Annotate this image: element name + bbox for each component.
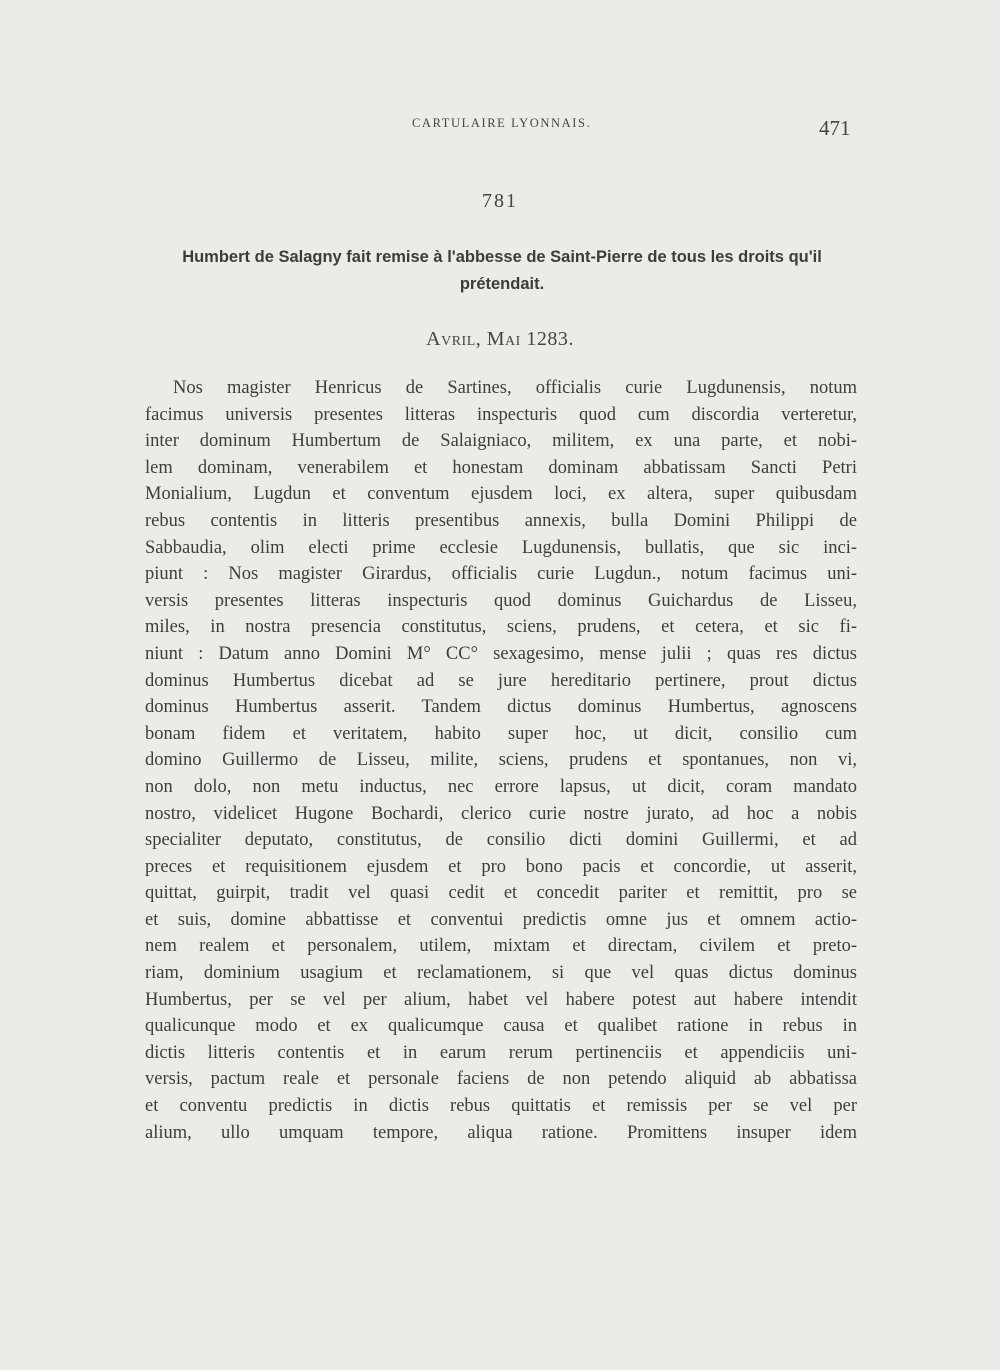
date-month-1: Avril [426,328,476,350]
text-line: miles, in nostra presencia constitutus, sciens, prudens, et cetera, et sic fi- [145,617,857,638]
date-year: 1283. [520,328,574,350]
text-line: preces et requisitionem ejusdem et pro bono pacis et concordie, ut asserit, [145,856,857,877]
text-line: et conventu predictis in dictis rebus quittatis et remissis per se vel per [145,1096,857,1117]
text-line: dominus Humbertus dicebat ad se jure hereditario pertinere, prout dictus [145,670,857,691]
text-line: versis, pactum reale et personale faciens de non petendo aliquid ab abbatissa [145,1069,857,1090]
text-line: Nos magister Henricus de Sartines, officialis curie Lugdunensis, notum [173,378,857,398]
running-header [0,116,1000,140]
text-line: lem dominam, venerabilem et honestam dominam abbatissam Sancti Petri [145,457,857,478]
text-line: et suis, domine abbattisse et conventui predictis omne jus et omnem actio- [145,909,857,930]
text-line: piunt : Nos magister Girardus, officialis curie Lugdun., notum facimus uni- [145,564,857,585]
text-line: dictis litteris contentis et in earum rerum pertinenciis et appendiciis uni- [145,1042,857,1063]
text-line: versis presentes litteras inspecturis quod dominus Guichardus de Lisseu, [145,590,857,611]
text-line: Sabbaudia, olim electi prime ecclesie Lugdunensis, bullatis, que sic inci- [145,537,857,558]
text-line: qualicunque modo et ex qualicumque causa et qualibet ratione in rebus in [145,1016,857,1037]
document-date [0,328,1000,351]
text-line: nem realem et personalem, utilem, mixtam et directam, civilem et preto- [145,936,857,957]
text-line: quittat, guirpit, tradit vel quasi cedit et concedit pariter et remittit, pro se [145,883,857,904]
text-line: Humbertus, per se vel per alium, habet vel habere potest aut habere intendit [145,989,857,1010]
date-month-2: Mai [486,328,521,350]
text-line: bonam fidem et veritatem, habito super hoc, ut dicit, consilio cum [145,723,857,744]
text-line: inter dominum Humbertum de Salaigniaco, militem, ex una parte, et nobi- [145,431,857,452]
running-title: CARTULAIRE LYONNAIS. [412,116,592,130]
body-text [145,375,857,1146]
document-number: 781 [482,190,518,212]
text-line: nostro, videlicet Hugone Bochardi, clerico curie nostre jurato, ad hoc a nobis [145,803,857,824]
document-heading: Humbert de Salagny fait remise à l'abbesse de Saint-Pierre de tous les droits qu'il prétendait. [182,248,822,293]
date-separator: , [475,328,487,350]
text-line: non dolo, non metu inductus, nec errore lapsus, ut dicit, coram mandato [145,776,857,797]
text-line: specialiter deputato, constitutus, de consilio dicti domini Guillermi, et ad [145,830,857,851]
text-line: domino Guillermo de Lisseu, milite, sciens, prudens et spontanues, non vi, [145,750,857,771]
text-line: alium, ullo umquam tempore, aliqua ratione. Promittens insuper idem [145,1122,857,1143]
text-line: niunt : Datum anno Domini M° CC° sexagesimo, mense julii ; quas res dictus [145,643,857,664]
text-line: riam, dominium usagium et reclamationem, si que vel quas dictus dominus [145,963,857,984]
text-line: Monialium, Lugdun et conventum ejusdem loci, ex altera, super quibusdam [145,484,857,505]
text-line: facimus universis presentes litteras inspecturis quod cum discordia verteretur, [145,404,857,425]
text-line: dominus Humbertus asserit. Tandem dictus dominus Humbertus, agnoscens [145,697,857,718]
text-line: rebus contentis in litteris presentibus annexis, bulla Domini Philippi de [145,510,857,531]
page-number: 471 [819,116,851,140]
